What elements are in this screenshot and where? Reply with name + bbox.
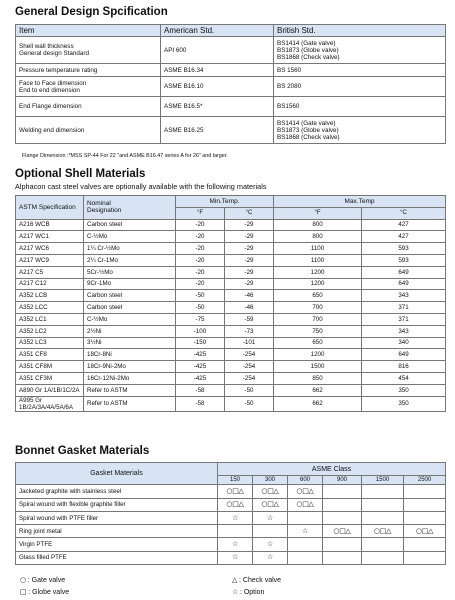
compatibility-cell <box>323 538 362 551</box>
nominal-cell: Refer to ASTM <box>84 396 176 411</box>
min-c-cell: -50 <box>225 396 274 411</box>
table-row <box>16 254 446 266</box>
nominal-cell: 9Cr-1Mo <box>84 278 176 290</box>
min-f-cell: -75 <box>176 313 225 325</box>
american-cell: ASME B16.34 <box>161 64 274 77</box>
astm-cell: A217 C5 <box>16 266 84 278</box>
min-f-cell: -425 <box>176 361 225 373</box>
gasket-material-name: Ring joint metal <box>16 525 218 538</box>
compatibility-cell: ○□△ <box>362 525 404 538</box>
table-header-row <box>16 25 446 37</box>
table-row <box>16 361 446 373</box>
astm-cell: A352 LC1 <box>16 313 84 325</box>
shell-materials-subtitle: Alphacon cast steel valves are optionally available with the following materials <box>15 182 267 191</box>
header-british: British Std. <box>274 25 446 37</box>
table-row <box>16 302 446 314</box>
min-c-cell: -254 <box>225 361 274 373</box>
header-nominal: Nominal Designation <box>84 196 176 220</box>
astm-cell: A890 Gr 1A/1B/1C/2A <box>16 384 84 396</box>
astm-cell: A995 Gr 1B/2A/3A/4A/5A/6A <box>16 396 84 411</box>
max-c-cell: 649 <box>362 278 446 290</box>
min-c-cell: -50 <box>225 384 274 396</box>
compatibility-cell <box>323 498 362 511</box>
section-title-shell-materials: Optional Shell Materials <box>15 168 146 180</box>
british-cell: BS 2080 <box>274 77 446 97</box>
table-row <box>16 243 446 255</box>
astm-cell: A217 C12 <box>16 278 84 290</box>
triangle-icon: △ <box>232 576 238 584</box>
min-c-cell: -254 <box>225 372 274 384</box>
british-cell: BS1414 (Gate valve) BS1873 (Globe valve) BS1868 (Check valve) <box>274 117 446 144</box>
item-cell: Pressure temperature rating <box>16 64 161 77</box>
astm-cell: A352 LCB <box>16 290 84 302</box>
legend-label: : Globe valve <box>28 589 70 596</box>
nominal-cell: 3½Ni <box>84 337 176 349</box>
astm-cell: A352 LCC <box>16 302 84 314</box>
nominal-cell: Carbon steel <box>84 219 176 231</box>
class-300: 300 <box>253 476 288 485</box>
min-c-cell: -59 <box>225 313 274 325</box>
compatibility-cell <box>323 511 362 524</box>
flange-note: Flange Dimension :*MSS SP-44 For 22 "and ASME B16.47 series A for 26" and larger. <box>22 153 228 159</box>
table-row <box>16 538 446 551</box>
nominal-cell: C-½Mo <box>84 313 176 325</box>
max-c-cell: 427 <box>362 231 446 243</box>
compatibility-cell <box>288 538 323 551</box>
table-row <box>16 498 446 511</box>
table-row <box>16 290 446 302</box>
min-f-cell: -20 <box>176 278 225 290</box>
table-row <box>16 372 446 384</box>
max-c-cell: 371 <box>362 313 446 325</box>
max-c-cell: 427 <box>362 219 446 231</box>
table-row <box>16 349 446 361</box>
max-f-cell: 1100 <box>274 254 362 266</box>
max-f-cell: 1500 <box>274 361 362 373</box>
header-gasket-materials: Gasket Materials <box>16 463 218 485</box>
header-min-c: °C <box>225 207 274 219</box>
min-c-cell: -29 <box>225 219 274 231</box>
class-600: 600 <box>288 476 323 485</box>
astm-cell: A352 LC2 <box>16 325 84 337</box>
section-title-bonnet-gasket: Bonnet Gasket Materials <box>15 445 150 457</box>
british-cell: BS 1560 <box>274 64 446 77</box>
gasket-table <box>15 462 446 565</box>
max-f-cell: 650 <box>274 290 362 302</box>
gasket-material-name: Glass filled PTFE <box>16 551 218 564</box>
max-f-cell: 750 <box>274 325 362 337</box>
min-c-cell: -29 <box>225 254 274 266</box>
gasket-material-name: Spiral wound with flexible graphite filler <box>16 498 218 511</box>
max-f-cell: 1100 <box>274 243 362 255</box>
compatibility-cell <box>404 511 446 524</box>
compatibility-cell <box>404 485 446 498</box>
compatibility-cell <box>362 511 404 524</box>
min-c-cell: -101 <box>225 337 274 349</box>
circle-icon: ○ <box>20 576 26 584</box>
compatibility-cell <box>362 538 404 551</box>
max-f-cell: 662 <box>274 384 362 396</box>
max-f-cell: 700 <box>274 302 362 314</box>
min-f-cell: -150 <box>176 337 225 349</box>
max-f-cell: 1200 <box>274 278 362 290</box>
legend-check <box>232 576 281 584</box>
nominal-cell: 5Cr-½Mo <box>84 266 176 278</box>
section-title-general-design: General Design Spcification <box>15 6 168 18</box>
min-f-cell: -20 <box>176 266 225 278</box>
table-row <box>16 64 446 77</box>
compatibility-cell <box>288 511 323 524</box>
nominal-cell: 2¼ Cr-1Mo <box>84 254 176 266</box>
nominal-cell: 1¼ Cr-½Mo <box>84 243 176 255</box>
star-icon: ☆ <box>232 588 238 596</box>
header-min-f: °F <box>176 207 225 219</box>
american-cell: ASME B16.5* <box>161 97 274 117</box>
min-f-cell: -20 <box>176 219 225 231</box>
min-c-cell: -29 <box>225 231 274 243</box>
legend-label: : Option <box>239 589 265 596</box>
min-c-cell: -46 <box>225 290 274 302</box>
item-cell: End Flange dimension <box>16 97 161 117</box>
table-row <box>16 77 446 97</box>
max-f-cell: 1200 <box>274 266 362 278</box>
compatibility-cell: ○□△ <box>253 498 288 511</box>
nominal-cell: 18Cr-8Ni <box>84 349 176 361</box>
max-c-cell: 340 <box>362 337 446 349</box>
class-150: 150 <box>218 476 253 485</box>
table-row <box>16 337 446 349</box>
table-row <box>16 117 446 144</box>
min-f-cell: -20 <box>176 254 225 266</box>
min-f-cell: -50 <box>176 302 225 314</box>
max-c-cell: 343 <box>362 290 446 302</box>
nominal-cell: 18Cr-9Ni-2Mo <box>84 361 176 373</box>
compatibility-cell: ☆ <box>253 511 288 524</box>
compatibility-cell: ○□△ <box>218 498 253 511</box>
max-f-cell: 800 <box>274 231 362 243</box>
compatibility-cell: ○□△ <box>323 525 362 538</box>
header-min-temp: Min.Temp. <box>176 196 274 208</box>
max-c-cell: 816 <box>362 361 446 373</box>
min-c-cell: -29 <box>225 266 274 278</box>
min-f-cell: -100 <box>176 325 225 337</box>
british-cell: BS1560 <box>274 97 446 117</box>
nominal-cell: Refer to ASTM <box>84 384 176 396</box>
min-f-cell: -20 <box>176 243 225 255</box>
table-row <box>16 266 446 278</box>
max-f-cell: 850 <box>274 372 362 384</box>
table-row <box>16 551 446 564</box>
table-row <box>16 231 446 243</box>
item-cell: Face to Face dimension End to end dimension <box>16 77 161 97</box>
class-900: 900 <box>323 476 362 485</box>
class-1500: 1500 <box>362 476 404 485</box>
compatibility-cell <box>288 551 323 564</box>
table-row <box>16 525 446 538</box>
item-cell: Shell wall thickness General design Standard <box>16 37 161 64</box>
legend-label: : Check valve <box>239 577 282 584</box>
table-row <box>16 278 446 290</box>
square-icon: □ <box>20 588 27 596</box>
max-f-cell: 650 <box>274 337 362 349</box>
american-cell: API 600 <box>161 37 274 64</box>
compatibility-cell <box>323 551 362 564</box>
table-row <box>16 384 446 396</box>
compatibility-cell: ☆ <box>288 525 323 538</box>
gasket-material-name: Jacketed graphite with stainless steel <box>16 485 218 498</box>
astm-cell: A217 WC6 <box>16 243 84 255</box>
gasket-body <box>16 485 446 565</box>
min-c-cell: -46 <box>225 302 274 314</box>
general-design-table <box>15 24 446 144</box>
nominal-cell: C-½Mo <box>84 231 176 243</box>
min-f-cell: -20 <box>176 231 225 243</box>
table-row <box>16 37 446 64</box>
table-row <box>16 325 446 337</box>
nominal-cell: Carbon steel <box>84 302 176 314</box>
max-f-cell: 800 <box>274 219 362 231</box>
american-cell: ASME B16.25 <box>161 117 274 144</box>
min-f-cell: -425 <box>176 349 225 361</box>
min-c-cell: -29 <box>225 243 274 255</box>
compatibility-cell: ○□△ <box>218 485 253 498</box>
min-f-cell: -58 <box>176 396 225 411</box>
legend-label: : Gate valve <box>27 577 66 584</box>
american-cell: ASME B16.10 <box>161 77 274 97</box>
header-astm: ASTM Specification <box>16 196 84 220</box>
compatibility-cell <box>323 485 362 498</box>
min-f-cell: -58 <box>176 384 225 396</box>
table-row <box>16 511 446 524</box>
min-c-cell: -254 <box>225 349 274 361</box>
table-row <box>16 219 446 231</box>
shell-materials-body <box>16 219 446 411</box>
compatibility-cell <box>404 551 446 564</box>
header-max-temp: Max.Temp <box>274 196 446 208</box>
max-f-cell: 700 <box>274 313 362 325</box>
min-f-cell: -50 <box>176 290 225 302</box>
header-max-c: °C <box>362 207 446 219</box>
max-c-cell: 593 <box>362 243 446 255</box>
compatibility-cell: ○□△ <box>404 525 446 538</box>
gasket-material-name: Virgin PTFE <box>16 538 218 551</box>
max-c-cell: 593 <box>362 254 446 266</box>
shell-materials-table <box>15 195 446 412</box>
table-header-row <box>16 463 446 476</box>
legend-option <box>232 588 264 596</box>
min-c-cell: -29 <box>225 278 274 290</box>
nominal-cell: 16Cr-12Ni-2Mo <box>84 372 176 384</box>
compatibility-cell <box>253 525 288 538</box>
astm-cell: A217 WC9 <box>16 254 84 266</box>
header-item: Item <box>16 25 161 37</box>
max-f-cell: 1200 <box>274 349 362 361</box>
min-c-cell: -73 <box>225 325 274 337</box>
compatibility-cell: ☆ <box>218 551 253 564</box>
min-f-cell: -425 <box>176 372 225 384</box>
table-row <box>16 396 446 411</box>
compatibility-cell <box>218 525 253 538</box>
compatibility-cell: ☆ <box>218 538 253 551</box>
header-american: American Std. <box>161 25 274 37</box>
compatibility-cell: ☆ <box>218 511 253 524</box>
compatibility-cell <box>404 538 446 551</box>
max-c-cell: 350 <box>362 396 446 411</box>
legend-globe <box>20 588 69 596</box>
nominal-cell: 2½Ni <box>84 325 176 337</box>
astm-cell: A216 WCB <box>16 219 84 231</box>
compatibility-cell: ○□△ <box>288 498 323 511</box>
compatibility-cell: ○□△ <box>288 485 323 498</box>
compatibility-cell <box>362 485 404 498</box>
max-c-cell: 350 <box>362 384 446 396</box>
table-header-row <box>16 196 446 208</box>
header-max-f: °F <box>274 207 362 219</box>
compatibility-cell: ○□△ <box>253 485 288 498</box>
table-row <box>16 313 446 325</box>
header-asme-class: ASME Class <box>218 463 446 476</box>
max-c-cell: 649 <box>362 349 446 361</box>
legend-gate <box>20 576 65 584</box>
max-c-cell: 649 <box>362 266 446 278</box>
astm-cell: A351 CF8 <box>16 349 84 361</box>
compatibility-cell <box>362 498 404 511</box>
astm-cell: A351 CF8M <box>16 361 84 373</box>
table-row <box>16 97 446 117</box>
max-c-cell: 371 <box>362 302 446 314</box>
compatibility-cell: ☆ <box>253 551 288 564</box>
astm-cell: A351 CF3M <box>16 372 84 384</box>
astm-cell: A352 LC3 <box>16 337 84 349</box>
class-2500: 2500 <box>404 476 446 485</box>
table-row <box>16 485 446 498</box>
gasket-material-name: Spiral wound with PTFE filler <box>16 511 218 524</box>
max-f-cell: 662 <box>274 396 362 411</box>
british-cell: BS1414 (Gate valve) BS1873 (Globe valve) BS1868 (Check valve) <box>274 37 446 64</box>
compatibility-cell <box>404 498 446 511</box>
max-c-cell: 343 <box>362 325 446 337</box>
astm-cell: A217 WC1 <box>16 231 84 243</box>
compatibility-cell <box>362 551 404 564</box>
compatibility-cell: ☆ <box>253 538 288 551</box>
item-cell: Welding end dimension <box>16 117 161 144</box>
max-c-cell: 454 <box>362 372 446 384</box>
nominal-cell: Carbon steel <box>84 290 176 302</box>
